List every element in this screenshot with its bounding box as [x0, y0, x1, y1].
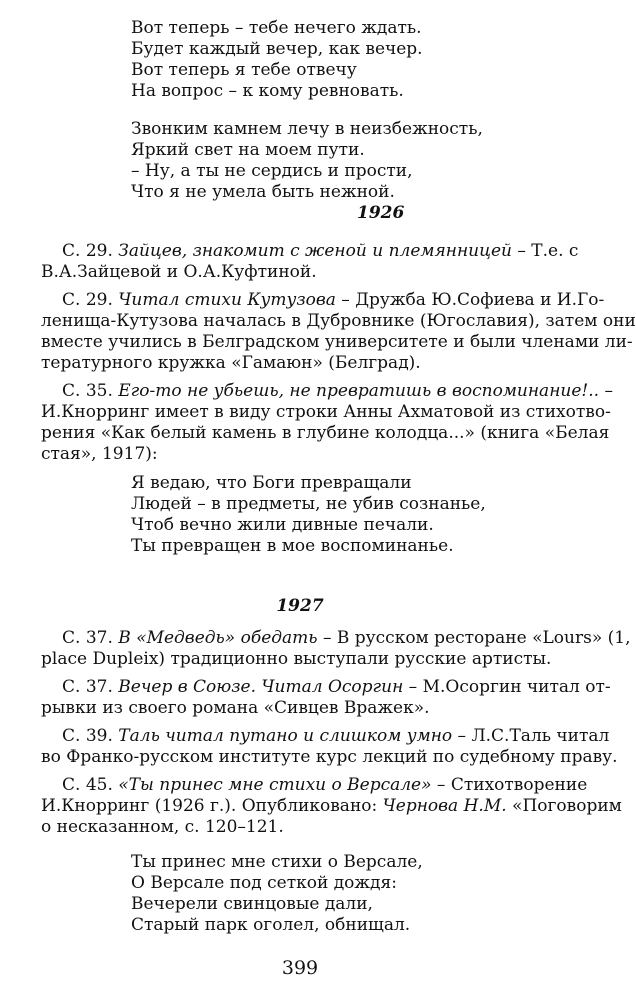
note-ref: С. 29. — [62, 241, 119, 261]
quote-line: Людей – в предметы, не убив сознанье, — [131, 494, 486, 514]
poem-line: Звонким камнем лечу в неизбежность, — [131, 119, 483, 139]
note-line: вместе учились в Белградском университете и были членами ли- — [41, 332, 633, 352]
note-quote: В «Медведь» обедать — [118, 628, 318, 648]
note-line: В.А.Зайцевой и О.А.Куфтиной. — [41, 262, 317, 282]
poem-line: Вот теперь – тебе нечего ждать. — [131, 18, 422, 38]
note-quote: Вечер в Союзе. Читал Осоргин — [118, 677, 404, 697]
note-line: во Франко-русском институте курс лекций по судебному праву. — [41, 747, 618, 767]
note-ref: С. 29. — [62, 290, 119, 310]
poem-line: Вот теперь я тебе отвечу — [131, 60, 357, 80]
note-text: – В русском ресторане «Lours» (1, — [317, 628, 631, 648]
note-line: о несказанном, с. 120–121. — [41, 817, 284, 837]
poem-line: – Ну, а ты не сердись и прости, — [131, 161, 413, 181]
poem-year: 1926 — [357, 203, 405, 223]
note-ref: С. 37. — [62, 628, 119, 648]
note-line: стая», 1917): — [41, 444, 158, 464]
note-text: «Поговорим — [506, 796, 622, 816]
quote-line: Ты превращен в мое воспоминанье. — [131, 536, 454, 556]
note-line: тературного кружка «Гамаюн» (Белград). — [41, 353, 421, 373]
note-first-line — [62, 381, 613, 401]
poem-line: Ты принес мне стихи о Версале, — [131, 852, 423, 872]
note-text: – М.Осоргин читал от- — [403, 677, 611, 697]
note-text: И.Кнорринг (1926 г.). Опубликовано: — [41, 796, 383, 816]
poem-line: Старый парк оголел, обнищал. — [131, 915, 411, 935]
poem-line: На вопрос – к кому ревновать. — [131, 81, 404, 101]
note-text: – Дружба Ю.Софиева и И.Го- — [335, 290, 605, 310]
section-year-heading: 1927 — [276, 596, 324, 616]
note-text: – Т.е. с — [511, 241, 579, 261]
note-first-line — [62, 775, 588, 795]
note-line: рения «Как белый камень в глубине колодца...» (книга «Белая — [41, 423, 610, 443]
poem-line: Что я не умела быть нежной. — [131, 182, 395, 202]
note-first-line — [62, 628, 631, 648]
poem-line: Яркий свет на моем пути. — [131, 140, 365, 160]
poem-line: Будет каждый вечер, как вечер. — [131, 39, 423, 59]
note-ref: С. 45. — [62, 775, 119, 795]
page-number: 399 — [281, 957, 319, 979]
note-ref: С. 35. — [62, 381, 119, 401]
quote-line: Чтоб вечно жили дивные печали. — [131, 515, 434, 535]
note-text: – — [599, 381, 613, 401]
note-quote: Таль читал путано и слишком умно — [118, 726, 453, 746]
note-quote: Его-то не убьешь, не превратишь в воспоминание!.. — [118, 381, 600, 401]
quote-line: Я ведаю, что Боги превращали — [131, 473, 412, 493]
note-ref: С. 37. — [62, 677, 119, 697]
note-author: Чернова Н.М. — [382, 796, 507, 816]
note-quote: Зайцев, знакомит с женой и племянницей — [118, 241, 512, 261]
note-quote: Читал стихи Кутузова — [118, 290, 336, 310]
note-first-line — [62, 726, 610, 746]
note-first-line — [62, 677, 611, 697]
poem-line: Вечерели свинцовые дали, — [131, 894, 373, 914]
poem-line: О Версале под сеткой дождя: — [131, 873, 397, 893]
note-text: – Стихотворение — [431, 775, 588, 795]
note-line — [41, 796, 622, 816]
note-quote: «Ты принес мне стихи о Версале» — [118, 775, 432, 795]
note-ref: С. 39. — [62, 726, 119, 746]
note-line: И.Кнорринг имеет в виду строки Анны Ахматовой из стихотво- — [41, 402, 611, 422]
note-text: – Л.С.Таль читал — [452, 726, 610, 746]
note-first-line — [62, 241, 579, 261]
note-line: ленища-Кутузова началась в Дубровнике (Югославия), затем они — [41, 311, 636, 331]
note-first-line — [62, 290, 605, 310]
note-line: рывки из своего романа «Сивцев Вражек». — [41, 698, 430, 718]
note-line: place Dupleix) традиционно выступали русские артисты. — [41, 649, 552, 669]
